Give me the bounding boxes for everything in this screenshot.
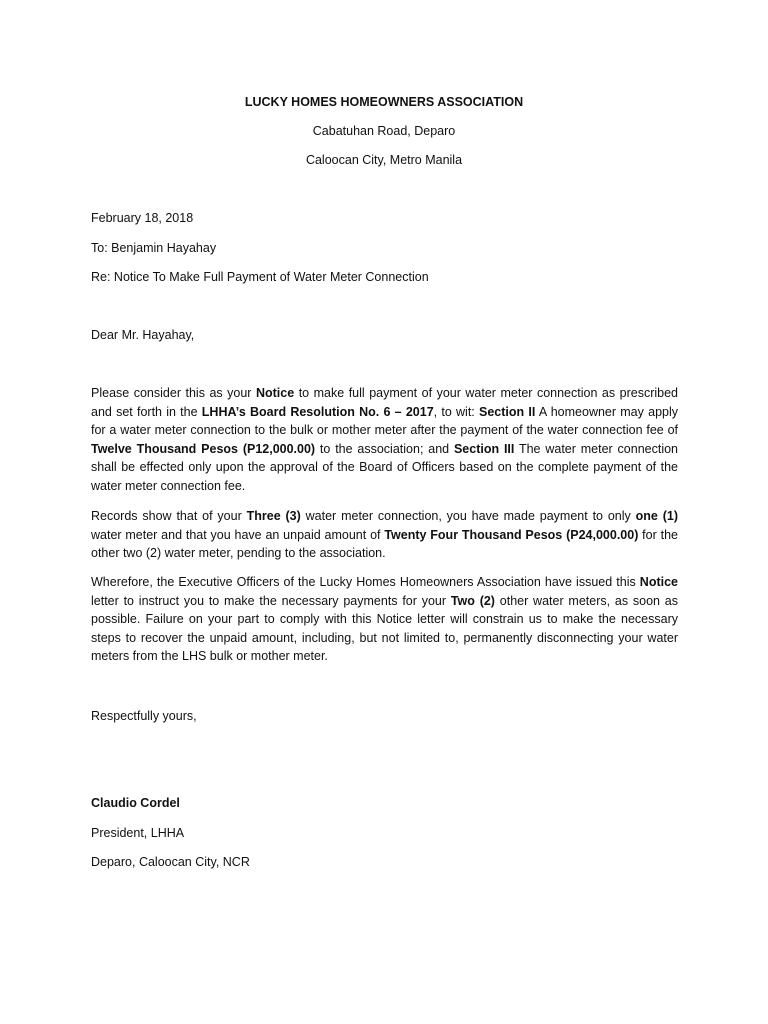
organization-name: LUCKY HOMES HOMEOWNERS ASSOCIATION xyxy=(244,95,524,109)
signatory-title: President, LHHA xyxy=(91,826,185,840)
letter-date: February 18, 2018 xyxy=(91,211,194,225)
salutation: Dear Mr. Hayahay, xyxy=(91,328,195,342)
subject-line: Re: Notice To Make Full Payment of Water Meter Connection xyxy=(91,270,429,284)
paragraph-records: Records show that of your Three (3) water meter connection, you have made payment to only one (1) water meter and that you have an unpaid amount of Twenty Four Thousand Pesos (P24,000.00) for the other two (2) water meter, pending to the association. xyxy=(91,509,678,561)
address-line-2: Caloocan City, Metro Manila xyxy=(305,153,463,167)
paragraph-notice: Please consider this as your Notice to make full payment of your water meter connection as prescribed and set forth in the LHHA’s Board Resolution No. 6 – 2017, to wit: Section II A homeowner may apply for a water meter connection to the bulk or mother meter after the payment of the water connection fee of Twelve Thousand Pesos (P12,000.00) to the association; and Section III The water meter connection shall be effected only upon the approval of the Board of Officers based on the complete payment of the water meter connection fee. xyxy=(91,386,679,493)
closing: Respectfully yours, xyxy=(91,709,197,723)
signatory-name: Claudio Cordel xyxy=(91,796,180,810)
recipient-line: To: Benjamin Hayahay xyxy=(91,241,217,255)
signatory-location: Deparo, Caloocan City, NCR xyxy=(91,855,250,869)
address-line-1: Cabatuhan Road, Deparo xyxy=(312,124,456,138)
paragraph-wherefore: Wherefore, the Executive Officers of the Lucky Homes Homeowners Association have issued this Notice letter to instruct you to make the necessary payments for your Two (2) other water meters, as soon as possible. Failure on your part to comply with this Notice letter will constrain us to make the necessary steps to recover the unpaid amount, including, but not limited to, permanently disconnecting your water meters from the LHS bulk or mother meter. xyxy=(91,575,678,664)
